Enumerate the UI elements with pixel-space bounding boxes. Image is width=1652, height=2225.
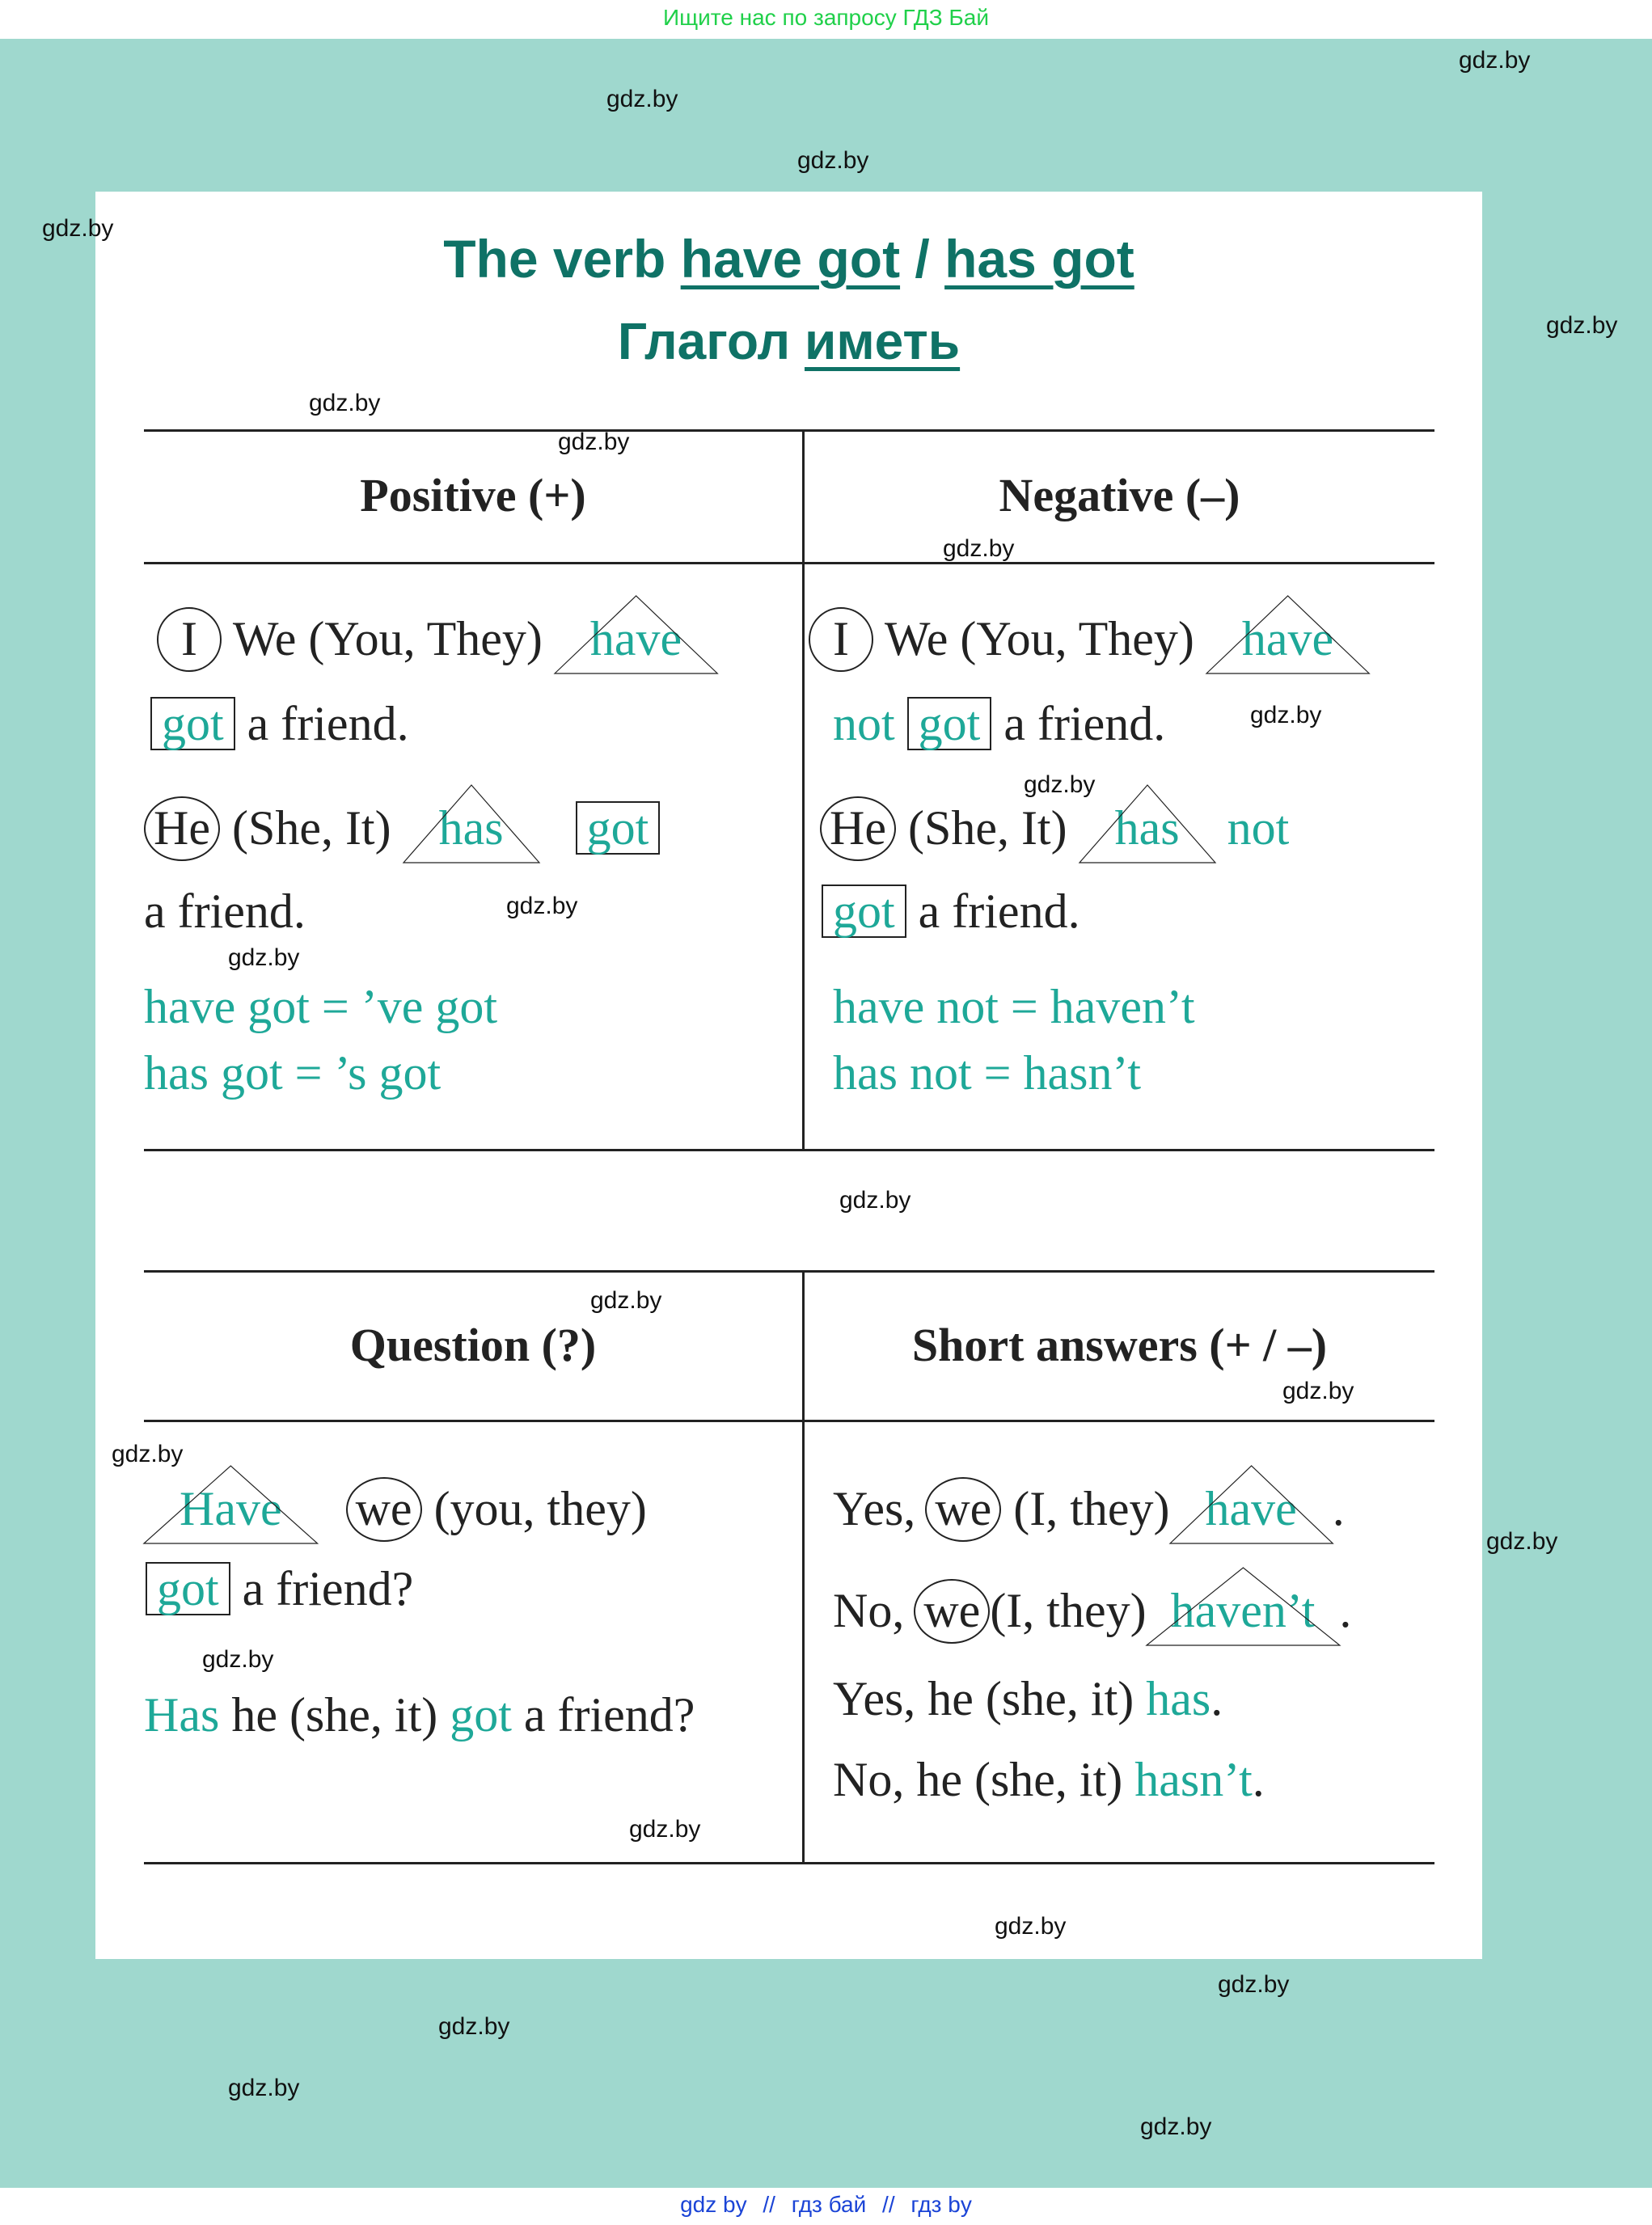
pronouns-she-it: (She, It) (907, 801, 1067, 855)
box-got: got (907, 697, 992, 750)
table1-bottom-rule (144, 1149, 1434, 1151)
negative-line4 (822, 884, 1080, 939)
a-friend: a friend. (918, 885, 1080, 938)
word-not: not (833, 697, 895, 750)
watermark: gdz.by (558, 429, 630, 455)
bottom-links (0, 2188, 1652, 2225)
pronouns-she-it: (She, It) (231, 801, 391, 855)
period: . (1210, 1672, 1223, 1725)
triangle-icon (403, 785, 539, 863)
negative-line1 (809, 607, 1369, 672)
triangle-icon (144, 1466, 318, 1543)
triangle-has: has (1080, 800, 1215, 856)
watermark: gdz.by (629, 1816, 701, 1843)
no-he-she-it: No, he (she, it) (833, 1753, 1123, 1806)
pronouns-he-she-it: he (she, it) (231, 1688, 438, 1742)
contraction-have-got: have got = ’ve got (144, 980, 498, 1033)
pronouns-i-they: (I, they) (1013, 1482, 1170, 1535)
pronouns-i-they: (I, they) (990, 1584, 1147, 1637)
watermark: gdz.by (839, 1187, 911, 1214)
watermark: gdz.by (228, 944, 300, 971)
watermark: gdz.by (1140, 2113, 1212, 2140)
period: . (1332, 1482, 1345, 1535)
header-negative: Negative (–) (999, 469, 1240, 521)
circle-i: I (157, 607, 222, 672)
watermark: gdz.by (309, 390, 381, 416)
circle-he: He (820, 796, 896, 861)
top-banner: Ищите нас по запросу ГДЗ Бай (0, 0, 1652, 39)
grammar-card (95, 192, 1482, 1959)
triangle-has: has (403, 800, 539, 856)
period: . (1339, 1584, 1352, 1637)
short-yes-we (833, 1477, 1345, 1542)
watermark: gdz.by (506, 893, 578, 919)
watermark: gdz.by (42, 215, 114, 242)
watermark: gdz.by (1282, 1378, 1354, 1404)
title-has-got: has got (944, 229, 1134, 289)
question-line1 (144, 1477, 647, 1542)
triangle-have: have (555, 611, 717, 667)
title-english (95, 228, 1482, 289)
word-has: has (1146, 1672, 1211, 1725)
header-positive: Positive (+) (360, 469, 586, 521)
triangle-icon (1170, 1466, 1333, 1543)
watermark: gdz.by (1459, 47, 1531, 74)
a-friend: a friend? (523, 1688, 695, 1742)
positive-line4: a friend. (144, 885, 306, 938)
a-friend: a friend? (242, 1562, 414, 1615)
negative-line3 (820, 796, 1289, 861)
triangle-icon (555, 596, 717, 673)
word-not: not (1227, 801, 1290, 855)
box-got: got (150, 697, 235, 750)
header-question: Question (?) (349, 1319, 597, 1371)
watermark: gdz.by (1486, 1528, 1558, 1555)
word-no: No, (833, 1584, 905, 1637)
box-got: got (822, 885, 906, 938)
circle-we: we (925, 1477, 1001, 1542)
a-friend: a friend. (1003, 697, 1166, 750)
link-gdz-bai[interactable]: гдз бай (791, 2192, 867, 2217)
circle-we: we (914, 1579, 990, 1644)
pronouns-we: We (You, They) (884, 612, 1194, 665)
short-yes-he (833, 1671, 1223, 1727)
box-got: got (576, 801, 661, 855)
circle-we: we (346, 1477, 422, 1542)
triangle-icon (1206, 596, 1369, 673)
contraction-has-got: has got = ’s got (144, 1046, 442, 1100)
watermark: gdz.by (438, 2013, 510, 2040)
table1-divider (802, 429, 805, 1151)
pronouns-we: We (You, They) (232, 612, 543, 665)
positive-line3 (144, 796, 660, 861)
watermark: gdz.by (1218, 1971, 1290, 1998)
triangle-icon (1147, 1568, 1340, 1645)
table1-top-rule (144, 429, 1434, 432)
link-gdz-by-cyr[interactable]: гдз by (911, 2192, 972, 2217)
negative-line2 (833, 696, 1165, 752)
word-hasnt: hasn’t (1134, 1753, 1253, 1806)
triangle-icon (1080, 785, 1215, 863)
title-sep: / (900, 229, 945, 289)
table1-header-rule (144, 562, 1434, 564)
short-no-he (833, 1752, 1265, 1808)
watermark: gdz.by (590, 1287, 662, 1314)
box-got: got (146, 1562, 230, 1615)
separator: // (882, 2192, 895, 2217)
table2-bottom-rule (144, 1862, 1434, 1864)
table2-top-rule (144, 1270, 1434, 1273)
watermark: gdz.by (202, 1646, 274, 1673)
triangle-have: Have (144, 1481, 318, 1537)
title-russian (95, 311, 1482, 371)
a-friend: a friend. (247, 697, 409, 750)
contraction-havent: have not = haven’t (833, 980, 1195, 1033)
link-gdz-by[interactable]: gdz by (680, 2192, 747, 2217)
period: . (1252, 1753, 1265, 1806)
question-line3 (144, 1687, 695, 1743)
word-got: got (450, 1688, 512, 1742)
watermark: gdz.by (1546, 312, 1618, 339)
watermark: gdz.by (943, 535, 1015, 562)
watermark: gdz.by (112, 1441, 184, 1467)
title-ru-prefix: Глагол (617, 312, 805, 370)
watermark: gdz.by (1024, 771, 1096, 798)
watermark: gdz.by (797, 147, 869, 174)
circle-he: He (144, 796, 220, 861)
watermark: gdz.by (995, 1913, 1067, 1940)
circle-i: I (809, 607, 873, 672)
yes-he-she-it: Yes, he (she, it) (833, 1672, 1134, 1725)
table2-header-rule (144, 1420, 1434, 1422)
header-short-answers: Short answers (+ / –) (911, 1319, 1328, 1371)
pronouns-you-they: (you, they) (433, 1482, 647, 1535)
title-prefix: The verb (443, 229, 681, 289)
watermark: gdz.by (1250, 702, 1322, 728)
title-have-got: have got (680, 229, 901, 289)
triangle-have: have (1206, 611, 1369, 667)
positive-line2 (150, 696, 409, 752)
triangle-haven: haven’t (1147, 1583, 1340, 1639)
watermark: gdz.by (228, 2075, 300, 2101)
word-has: Has (144, 1688, 220, 1742)
title-ru-underlined: иметь (804, 312, 961, 370)
word-yes: Yes, (833, 1482, 916, 1535)
triangle-have: have (1170, 1481, 1333, 1537)
separator: // (763, 2192, 775, 2217)
short-no-we (833, 1579, 1351, 1644)
watermark: gdz.by (606, 86, 678, 112)
question-line2 (146, 1561, 413, 1617)
positive-line1 (157, 607, 717, 672)
contraction-hasnt: has not = hasn’t (833, 1046, 1142, 1100)
